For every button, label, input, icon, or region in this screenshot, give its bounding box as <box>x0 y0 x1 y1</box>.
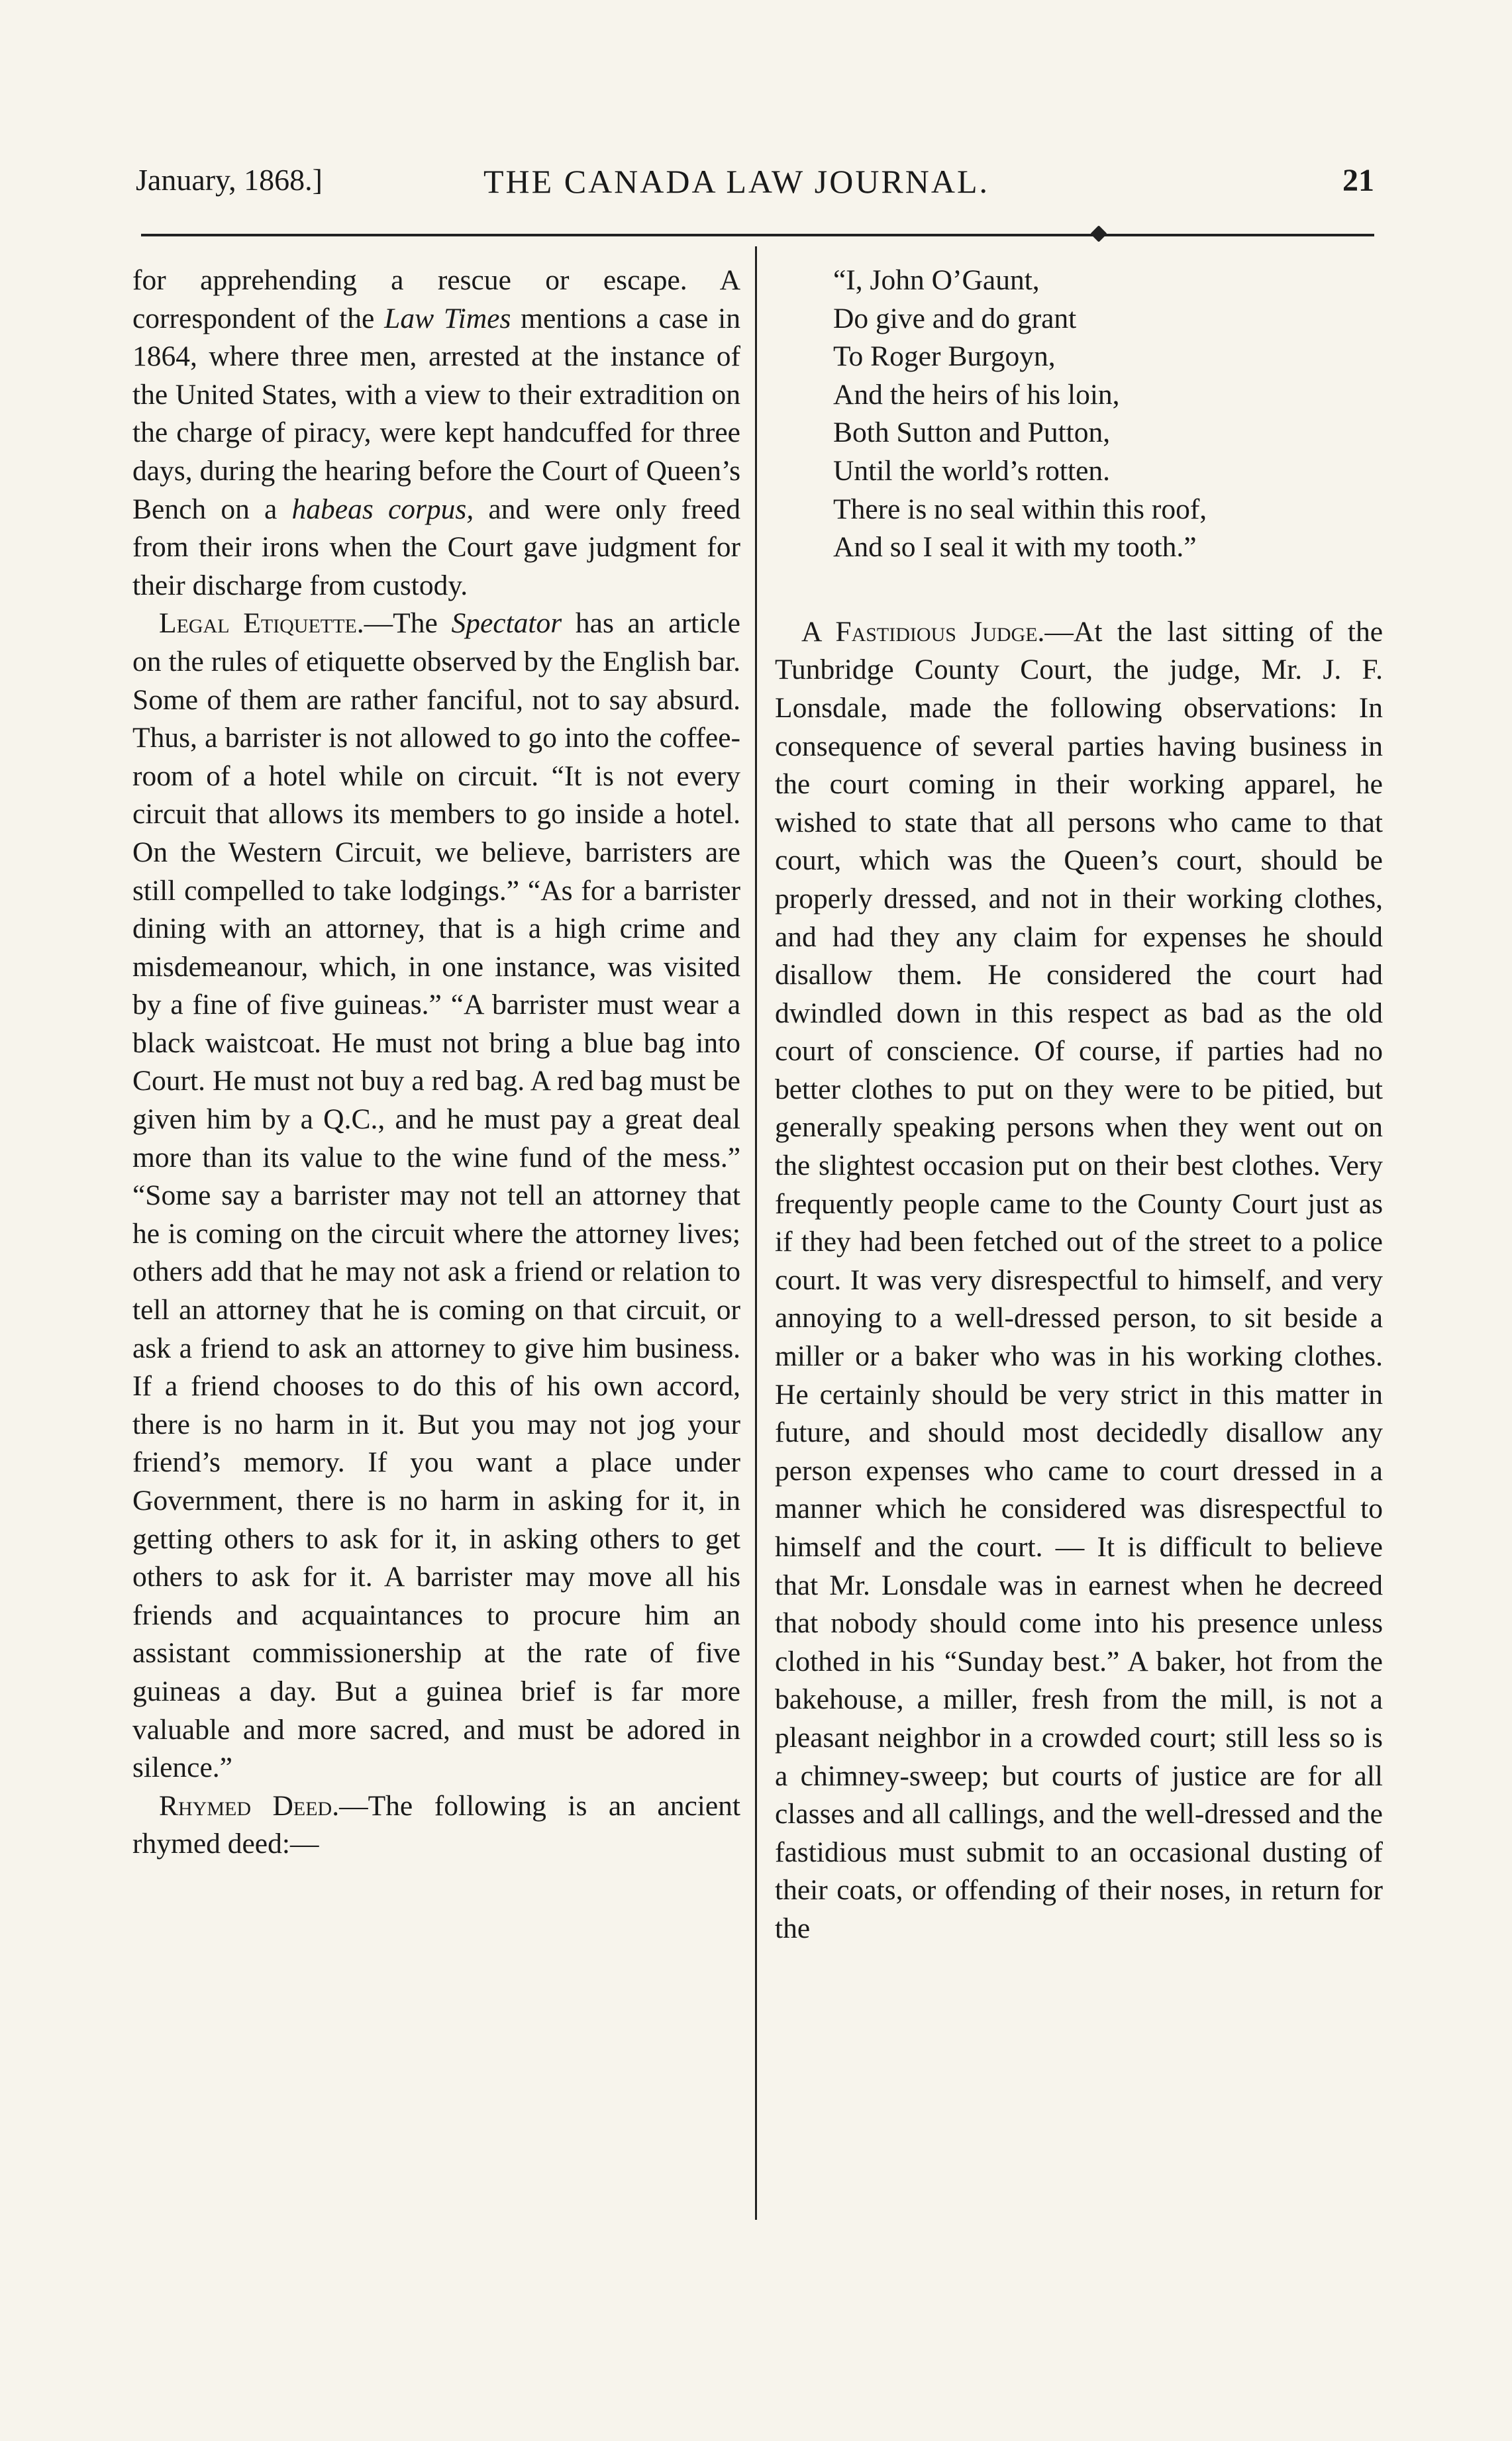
issue-date: January, 1868.] <box>136 163 323 197</box>
paragraph-legal-etiquette: Legal Etiquette.—The Spectator has an article on the rules of etiquette observed by the English bar. Some of them are rather fanciful, not to say absurd. Thus, a barrister is not allowed to go into the coffee-room of a hotel while on circuit. “It is not every circuit that allows its members to go inside a hotel. On the Western Circuit, we believe, barristers are still compelled to take lodgings.” “As for a barrister dining with an attorney, that is a high crime and misdemeanour, which, in one instance, was visited by a fine of five guineas.” “A barrister must wear a black waistcoat. He must not bring a blue bag into Court. He must not buy a red bag. A red bag must be given him by a Q.C., and he must pay a great deal more than its value to the wine fund of the mess.” “Some say a barrister may not tell an attorney that he is coming on the circuit where the attorney lives; others add that he may not ask a friend or relation to tell an attorney that he is coming on that circuit, or ask a friend to ask an attorney to give him business. If a friend chooses to do this of his own accord, there is no harm in it. But you may not jog your friend’s memory. If you want a place under Government, there is no harm in asking for it, in getting others to ask for it, in asking others to get others to ask for it. A barrister may move all his friends and acquaintances to procure him an assistant commissionership at the rate of five guineas a day. But a guinea brief is far more valuable and more sacred, and must be adored in silence.” <box>132 607 740 1784</box>
spacer <box>775 567 1383 613</box>
poem-line: To Roger Burgoyn, <box>833 340 1056 373</box>
section-heading: Legal Etiquette. <box>159 607 364 640</box>
paragraph-extradition: for apprehending a rescue or escape. A correspondent of the Law Times mentions a case in 1864, where three men, arrested at the instance of the United States, with a view to their extradition on the charge of piracy, were kept handcuffed for three days, during the hearing before the Court of Queen’s Bench on a habeas corpus, and were only freed from their irons when the Court gave judgment for their discharge from custody. <box>132 264 740 601</box>
poem-line: “I, John O’Gaunt, <box>833 264 1040 296</box>
rhymed-deed-poem <box>833 262 1383 567</box>
column-divider <box>755 246 757 2220</box>
poem-line: There is no seal within this roof, <box>833 493 1207 525</box>
poem-line: Both Sutton and Putton, <box>833 417 1111 449</box>
right-column <box>775 262 1383 1948</box>
poem-line: Until the world’s rotten. <box>833 454 1111 487</box>
poem-line: Do give and do grant <box>833 302 1077 334</box>
journal-title: THE CANADA LAW JOURNAL. <box>483 163 990 200</box>
left-column <box>132 262 740 1864</box>
paragraph-fastidious-judge: A Fastidious Judge.—At the last sitting of the Tunbridge County Court, the judge, Mr. J. F. Lonsdale, made the following observations: In consequence of several parties having business in the court coming in their working apparel, he wished to state that all persons who came to that court, which was the Queen’s court, should be properly dressed, and not in their working clothes, and had they any claim for expenses he should disallow them. He considered the court had dwindled down in this respect as bad as the old court of conscience. Of course, if parties had no better clothes to put on they were to be pitied, but generally speaking persons when they went out on the slightest occasion put on their best clothes. Very frequently people came to the County Court just as if they had been fetched out of the street to a police court. It was very disrespectful to himself, and very annoying to a well-dressed person, to sit beside a miller or a baker who was in his working clothes. He certainly should be very strict in this matter in future, and should most decidedly disallow any person expenses who came to court dressed in a manner which he considered was disrespectful to himself and the court. — It is difficult to believe that Mr. Lonsdale was in earnest when he decreed that nobody should come into his presence unless clothed in his “Sunday best.” A baker, hot from the bakehouse, a miller, fresh from the mill, is not a pleasant neighbor in a crowded court; still less so is a chimney-sweep; but courts of justice are for all classes and all callings, and the well-dressed and the fastidious must submit to an occasional dusting of their coats, or offending of their noses, in return for the <box>775 615 1383 1944</box>
header-rule <box>141 234 1374 236</box>
poem-line: And so I seal it with my tooth.” <box>833 531 1197 564</box>
section-heading: A Fastidious Judge. <box>801 615 1045 648</box>
running-header <box>129 162 1374 215</box>
section-heading: Rhymed Deed. <box>159 1789 340 1822</box>
poem-line: And the heirs of his loin, <box>833 378 1120 411</box>
paragraph-rhymed-deed: Rhymed Deed.—The following is an ancient rhymed deed:— <box>132 1789 740 1860</box>
rule-ornament <box>1090 225 1107 242</box>
page-number: 21 <box>1342 163 1374 198</box>
